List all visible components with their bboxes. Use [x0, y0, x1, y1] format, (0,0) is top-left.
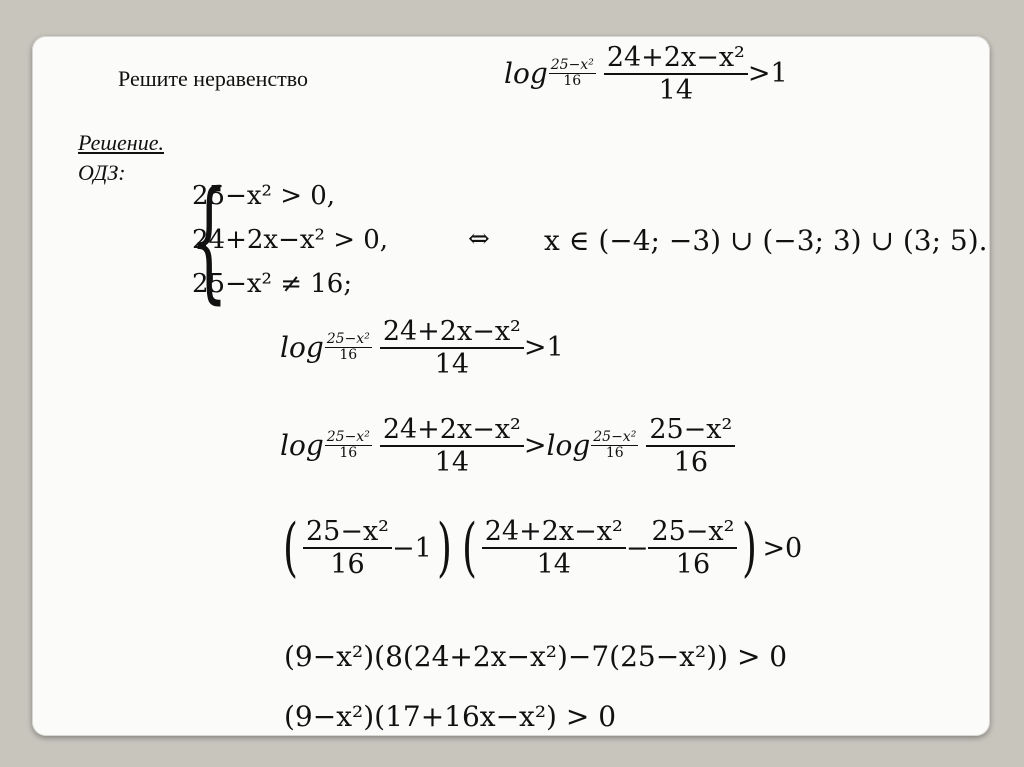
slide — [32, 36, 990, 736]
inequality-rhs: >0 — [762, 532, 803, 564]
log-argument — [380, 316, 524, 380]
log-base-denominator: 16 — [339, 347, 358, 364]
log-base-numerator: 25−x² — [326, 330, 370, 347]
minus-one: −1 — [392, 532, 432, 564]
step-4: (9−x²)(8(24+2x−x²)−7(25−x²)) > 0 — [284, 640, 788, 673]
system-brace: { — [190, 163, 228, 317]
odz-label: ОДЗ: — [78, 160, 126, 185]
step-3 — [278, 511, 803, 585]
system-line-3: 25−x² ≠ 16; — [192, 269, 353, 299]
paren-open: ( — [282, 511, 298, 585]
argument-denominator: 14 — [434, 348, 470, 380]
argument-numerator: 25−x² — [649, 414, 733, 445]
argument-numerator: 24+2x−x² — [382, 414, 521, 445]
fraction-2 — [482, 516, 626, 580]
argument-denominator: 16 — [673, 446, 708, 478]
paren-close: ) — [742, 511, 758, 585]
system-line-1: 25−x² > 0, — [192, 181, 336, 211]
odz-system — [192, 174, 388, 306]
fraction-denominator: 16 — [675, 548, 711, 580]
argument-numerator: 24+2x−x² — [382, 316, 521, 347]
domain-answer: x ∈ (−4; −3) ∪ (−3; 3) ∪ (3; 5). — [544, 224, 988, 257]
log-symbol: log — [280, 429, 324, 463]
paren-close: ) — [436, 511, 452, 585]
log-base-denominator: 16 — [605, 445, 624, 462]
argument-denominator: 14 — [434, 446, 470, 478]
paren-open: ( — [461, 511, 477, 585]
main-inequality — [504, 42, 788, 106]
log-base — [325, 332, 372, 364]
step-5: (9−x²)(17+16x−x²) > 0 — [284, 700, 617, 733]
solution-label: Решение. — [78, 130, 164, 155]
log-base-denominator: 16 — [563, 73, 582, 90]
log-argument — [604, 42, 748, 106]
minus-sign: − — [625, 532, 649, 564]
argument-denominator: 14 — [658, 74, 694, 106]
inequality-rhs: >1 — [747, 58, 788, 90]
log-base — [591, 430, 638, 462]
log-symbol: log — [546, 429, 591, 463]
log-symbol: log — [504, 57, 548, 91]
fraction-numerator: 25−x² — [651, 516, 735, 548]
task-title: Решите неравенство — [118, 66, 309, 91]
argument-numerator: 24+2x−x² — [606, 42, 745, 73]
fraction-denominator: 16 — [330, 548, 365, 580]
inequality-operator: > — [523, 430, 547, 462]
log-base — [325, 430, 372, 462]
inequality-rhs: >1 — [523, 332, 564, 364]
log-base-numerator: 25−x² — [326, 428, 370, 445]
step-1 — [280, 316, 564, 380]
step-2 — [280, 414, 735, 478]
fraction-3 — [648, 516, 737, 580]
log-base-denominator: 16 — [339, 445, 358, 462]
fraction-1 — [303, 516, 392, 580]
fraction-numerator: 24+2x−x² — [484, 516, 623, 548]
fraction-denominator: 14 — [536, 548, 571, 580]
log-symbol: log — [280, 331, 324, 365]
log-base — [549, 58, 596, 90]
system-line-2: 24+2x−x² > 0, — [192, 225, 389, 255]
log-base-numerator: 25−x² — [550, 56, 594, 73]
fraction-numerator: 25−x² — [305, 516, 389, 548]
log-argument — [380, 414, 524, 478]
log-base-numerator: 25−x² — [593, 428, 637, 445]
equivalence-arrow: ⇔ — [468, 224, 490, 254]
log-argument — [646, 414, 735, 478]
